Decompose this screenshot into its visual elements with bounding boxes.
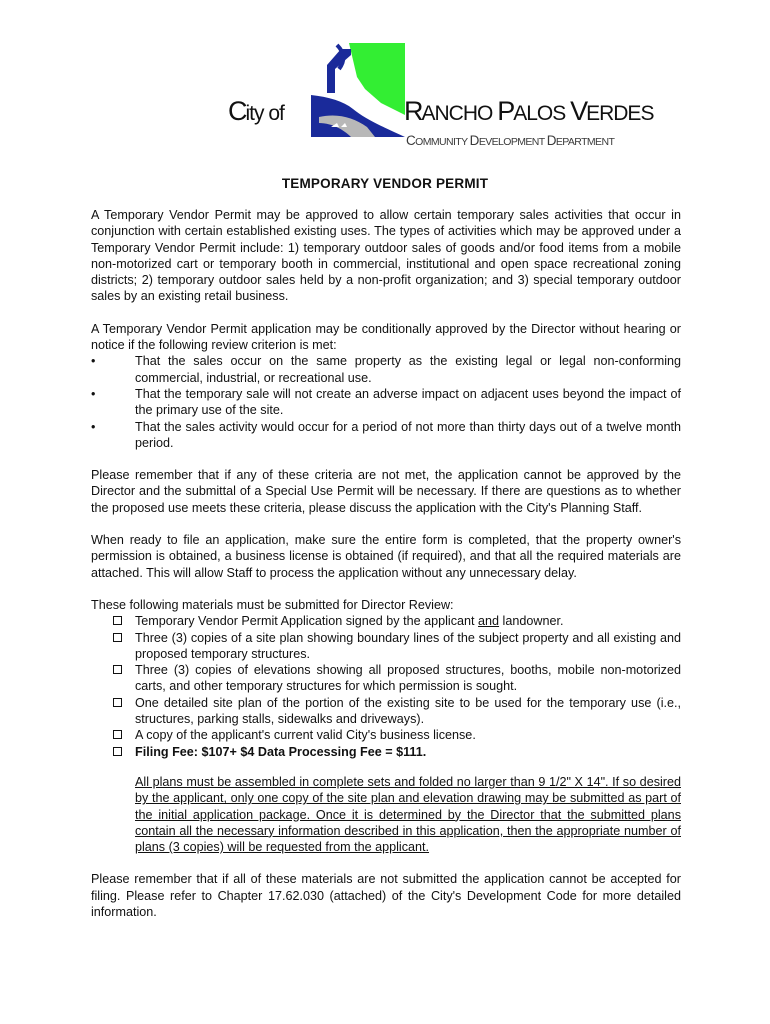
- list-item: Three (3) copies of elevations showing all proposed structures, booths, mobile non-motorized carts, and other temporary structures for which permission is sought.: [91, 662, 681, 695]
- closing-paragraph: Please remember that if all of these materials are not submitted the application cannot be accepted for filing. Please refer to Chapter 17.62.030 (attached) of the City's Development Code for more detailed information.: [91, 872, 681, 919]
- criteria-list: [91, 353, 681, 451]
- plans-note: All plans must be assembled in complete sets and folded no larger than 9 1/2" X 14". If so desired by the applicant, only one copy of the site plan and elevation drawing may be submitted as part of the initial application package. Once it is determined by the Director that the submitted plans contain all the necessary information described in this application, then the appropriate number of plans (3 copies) will be requested from the applicant.: [135, 774, 681, 855]
- filing-fee: Filing Fee: $107+ $4 Data Processing Fee = $111.: [135, 744, 427, 759]
- criteria-warning-paragraph: Please remember that if any of these criteria are not met, the application cannot be approved by the Director and the submittal of a Special Use Permit will be necessary. If there are questions as to whether the proposed use meets these criteria, please discuss the application with the City's Planning Staff.: [91, 468, 681, 515]
- checkbox-icon: [113, 616, 122, 625]
- city-logo-icon: [311, 43, 405, 137]
- document-body: [91, 207, 681, 936]
- checkbox-icon: [113, 747, 122, 756]
- checkbox-icon: [113, 633, 122, 642]
- materials-intro: These following materials must be submitted for Director Review:: [91, 597, 454, 612]
- materials-checklist: [91, 613, 681, 760]
- checkbox-icon: [113, 665, 122, 674]
- list-item: • That the sales occur on the same property as the existing legal or legal non-conforming commercial, industrial, or recreational use.: [91, 354, 681, 385]
- letterhead: [0, 0, 770, 170]
- department-name: COMMUNITY DEVELOPMENT DEPARTMENT: [406, 133, 615, 148]
- criteria-intro: A Temporary Vendor Permit application may be conditionally approved by the Director without hearing or notice if the following review criterion is met:: [91, 321, 681, 353]
- filing-instructions-paragraph: When ready to file an application, make sure the entire form is completed, that the property owner's permission is obtained, a business license is obtained (if required), and that all the required materials are attached. This will allow Staff to process the application without any unnecessary delay.: [91, 533, 681, 580]
- list-item: Temporary Vendor Permit Application signed by the applicant and landowner.: [91, 613, 681, 629]
- list-item: One detailed site plan of the portion of the existing site to be used for the temporary use (i.e., structures, parking stalls, sidewalks and driveways).: [91, 695, 681, 728]
- intro-paragraph: A Temporary Vendor Permit may be approved to allow certain temporary sales activities that occur in conjunction with certain established existing uses. The types of activities which may be approved under a Temporary Vendor Permit include: 1) temporary outdoor sales of goods and/or food items from a mobile non-motorized cart or temporary booth in commercial, institutional and open space recreational zoning districts; 2) temporary outdoor sales held by a non-profit organization; and 3) special temporary outdoor sales by an existing retail business.: [91, 208, 681, 304]
- list-item: • That the temporary sale will not create an adverse impact on adjacent uses beyond the impact of the primary use of the site.: [91, 386, 681, 418]
- list-item: A copy of the applicant's current valid City's business license.: [91, 727, 681, 743]
- checkbox-icon: [113, 730, 122, 739]
- city-name: RANCHO PALOS VERDES: [404, 96, 654, 126]
- page-title: TEMPORARY VENDOR PERMIT: [281, 176, 489, 191]
- city-of-label: City of: [228, 96, 284, 126]
- checkbox-icon: [113, 698, 122, 707]
- list-item: Three (3) copies of a site plan showing boundary lines of the subject property and all existing and proposed temporary structures.: [91, 630, 681, 663]
- list-item: [91, 744, 681, 760]
- list-item: • That the sales activity would occur for a period of not more than thirty days out of a twelve month period.: [91, 419, 681, 450]
